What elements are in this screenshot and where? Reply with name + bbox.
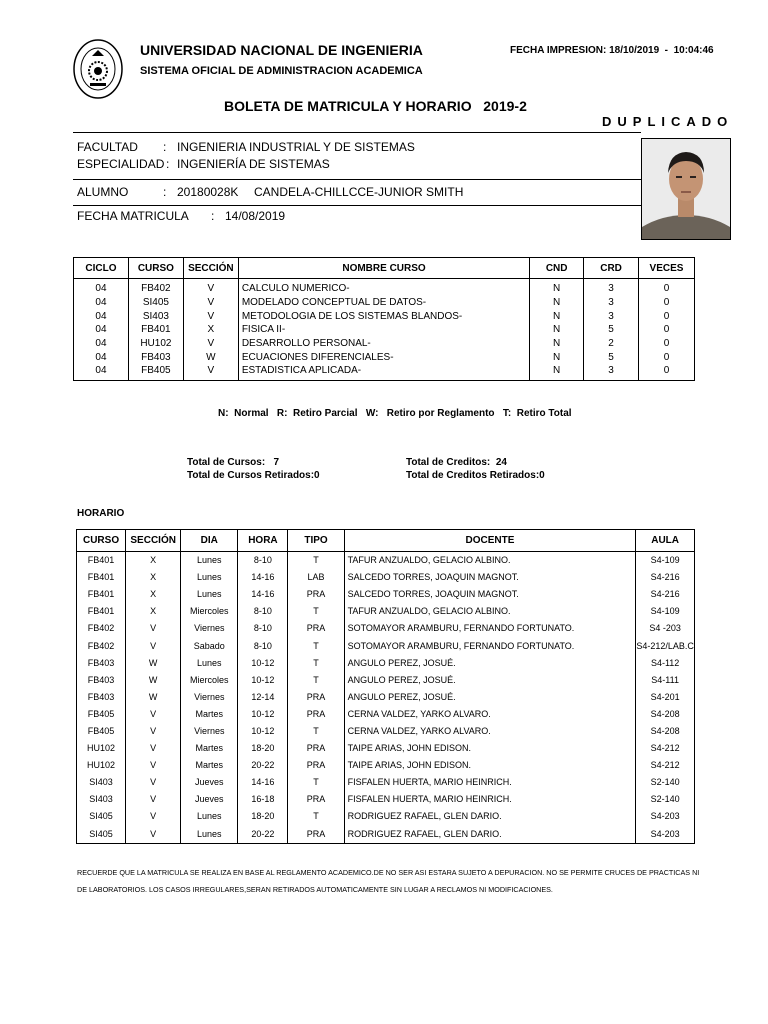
table-cell: S2-140 [636,791,695,808]
table-cell: ECUACIONES DIFERENCIALES- [238,350,529,364]
table-cell: Sabado [181,637,238,654]
table-cell: 10-12 [238,723,288,740]
table-cell: T [288,672,344,689]
table-cell: FISFALEN HUERTA, MARIO HEINRICH. [344,791,636,808]
table-cell: Martes [181,740,238,757]
table-cell: FB402 [77,620,126,637]
table-cell: CALCULO NUMERICO- [238,279,529,296]
especialidad-value: INGENIERÍA DE SISTEMAS [177,157,330,171]
table-cell: W [126,655,181,672]
table-cell: Lunes [181,569,238,586]
table-cell: HU102 [77,757,126,774]
table-cell: HU102 [128,337,183,351]
table-cell: V [183,309,238,323]
table-row [77,740,695,757]
table-cell: T [288,723,344,740]
table-cell: S4-212/LAB.C [636,637,695,654]
table-cell: HU102 [77,740,126,757]
table-row [74,350,695,364]
table-row [77,620,695,637]
system-name: SISTEMA OFICIAL DE ADMINISTRACION ACADEMICA [140,65,423,77]
table-cell: Miercoles [181,603,238,620]
student-photo [641,138,731,240]
table-cell: SI405 [128,296,183,310]
table-cell: W [126,689,181,706]
facultad-value: INGENIERIA INDUSTRIAL Y DE SISTEMAS [177,140,415,154]
table-cell: V [126,757,181,774]
table-cell: N [530,309,584,323]
table-cell: SI405 [77,826,126,844]
col-header: CURSO [128,258,183,279]
table-cell: PRA [288,826,344,844]
total-courses-withdrawn: Total de Cursos Retirados:0 [187,470,320,481]
table-cell: TAFUR ANZUALDO, GELACIO ALBINO. [344,603,636,620]
university-name: UNIVERSIDAD NACIONAL DE INGENIERIA [140,42,423,58]
table-cell: SI405 [77,808,126,825]
table-cell: 0 [639,279,695,296]
table-cell: S4-201 [636,689,695,706]
table-row [74,279,695,296]
table-cell: Lunes [181,552,238,570]
table-cell: T [288,808,344,825]
col-header: CURSO [77,530,126,552]
col-header: CICLO [74,258,129,279]
fecha-matricula-colon: : [211,209,215,223]
table-cell: 3 [584,309,639,323]
table-cell: N [530,350,584,364]
table-cell: T [288,552,344,570]
table-cell: SI403 [128,309,183,323]
table-cell: 20-22 [238,757,288,774]
table-cell: 04 [74,323,129,337]
table-cell: 0 [639,296,695,310]
table-cell: S4-109 [636,552,695,570]
table-cell: FISFALEN HUERTA, MARIO HEINRICH. [344,774,636,791]
table-cell: FB401 [77,569,126,586]
table-cell: LAB [288,569,344,586]
divider [73,132,641,133]
table-cell: SOTOMAYOR ARAMBURU, FERNANDO FORTUNATO. [344,637,636,654]
document-title: BOLETA DE MATRICULA Y HORARIO 2019-2 [224,98,527,114]
table-cell: 10-12 [238,706,288,723]
table-cell: Martes [181,757,238,774]
col-header: TIPO [288,530,344,552]
table-cell: N [530,323,584,337]
table-cell: S4-208 [636,723,695,740]
table-cell: 0 [639,309,695,323]
fecha-matricula-label: FECHA MATRICULA [77,209,189,223]
table-cell: METODOLOGIA DE LOS SISTEMAS BLANDOS- [238,309,529,323]
table-cell: FB403 [77,689,126,706]
alumno-label: ALUMNO [77,185,129,199]
table-cell: S4-212 [636,740,695,757]
table-cell: S4-216 [636,586,695,603]
fecha-matricula-value: 14/08/2019 [225,209,286,223]
facultad-colon: : [163,140,167,154]
table-cell: S4-203 [636,826,695,844]
table-cell: 04 [74,279,129,296]
table-row [77,552,695,570]
table-cell: 04 [74,337,129,351]
table-row [77,672,695,689]
table-cell: Martes [181,706,238,723]
table-cell: RODRIGUEZ RAFAEL, GLEN DARIO. [344,826,636,844]
table-cell: FB402 [77,637,126,654]
col-header: SECCIÓN [183,258,238,279]
table-cell: V [126,637,181,654]
table-cell: S4-208 [636,706,695,723]
table-row [74,364,695,380]
table-row [74,337,695,351]
table-cell: TAIPE ARIAS, JOHN EDISON. [344,740,636,757]
table-cell: 3 [584,279,639,296]
table-cell: 14-16 [238,774,288,791]
table-row [77,637,695,654]
table-cell: PRA [288,757,344,774]
table-cell: 5 [584,350,639,364]
col-header: AULA [636,530,695,552]
table-cell: T [288,655,344,672]
table-cell: FB402 [128,279,183,296]
table-cell: ANGULO PEREZ, JOSUÉ. [344,672,636,689]
divider [73,179,641,180]
table-cell: 3 [584,364,639,380]
table-cell: SALCEDO TORRES, JOAQUIN MAGNOT. [344,586,636,603]
table-cell: FB403 [77,672,126,689]
courses-table [73,257,695,381]
table-cell: 8-10 [238,620,288,637]
table-row [77,808,695,825]
table-cell: N [530,337,584,351]
table-cell: V [126,723,181,740]
alumno-code: 20180028K [177,185,239,199]
table-cell: V [183,337,238,351]
table-cell: T [288,637,344,654]
alumno-colon: : [163,185,167,199]
table-cell: V [126,740,181,757]
table-cell: S4 -203 [636,620,695,637]
table-cell: Viernes [181,723,238,740]
table-cell: Lunes [181,808,238,825]
table-cell: 0 [639,337,695,351]
courses-header-row [74,258,695,279]
alumno-name: CANDELA-CHILLCCE-JUNIOR SMITH [254,185,464,199]
table-cell: N [530,296,584,310]
table-cell: Lunes [181,826,238,844]
table-cell: PRA [288,706,344,723]
table-cell: S4-112 [636,655,695,672]
table-cell: SALCEDO TORRES, JOAQUIN MAGNOT. [344,569,636,586]
table-cell: 0 [639,323,695,337]
table-cell: Lunes [181,586,238,603]
table-cell: 18-20 [238,740,288,757]
table-cell: SOTOMAYOR ARAMBURU, FERNANDO FORTUNATO. [344,620,636,637]
table-cell: S4-109 [636,603,695,620]
table-row [77,689,695,706]
table-row [74,309,695,323]
especialidad-colon: : [166,157,170,171]
table-cell: V [126,808,181,825]
status-legend: N: Normal R: Retiro Parcial W: Retiro por Reglamento T: Retiro Total [218,408,572,419]
table-cell: V [126,706,181,723]
duplicate-stamp: DUPLICADO [602,114,734,129]
table-cell: FB401 [77,552,126,570]
table-cell: V [183,296,238,310]
table-cell: Jueves [181,774,238,791]
col-header: VECES [639,258,695,279]
col-header: DIA [181,530,238,552]
footer-note: RECUERDE QUE LA MATRICULA SE REALIZA EN BASE AL REGLAMENTO ACADEMICO.DE NO SER ASI ESTARA SUJETO A DEPURACION. NO SE PERMITE CRUCES DE PRACTICAS NI DE LABORATORIOS. LOS CASOS IRREGULARES,SERAN RETIRADOS AUTOMATICAMENTE SIN LUGAR A RECLAMOS NI MODIFICACIONES. [77,868,700,894]
table-cell: FB403 [77,655,126,672]
table-cell: 16-18 [238,791,288,808]
schedule-table [76,529,695,844]
table-cell: 04 [74,350,129,364]
col-header: CRD [584,258,639,279]
table-cell: 5 [584,323,639,337]
total-credits-withdrawn: Total de Creditos Retirados:0 [406,470,545,481]
table-cell: RODRIGUEZ RAFAEL, GLEN DARIO. [344,808,636,825]
divider [73,205,641,206]
table-cell: Jueves [181,791,238,808]
table-cell: TAFUR ANZUALDO, GELACIO ALBINO. [344,552,636,570]
table-cell: 0 [639,350,695,364]
table-cell: V [183,364,238,380]
table-cell: 8-10 [238,637,288,654]
table-cell: V [183,279,238,296]
total-courses: Total de Cursos: 7 [187,457,280,468]
university-seal-logo [72,38,124,100]
table-cell: 10-12 [238,672,288,689]
table-cell: S4-216 [636,569,695,586]
table-cell: S4-203 [636,808,695,825]
table-cell: W [126,672,181,689]
facultad-label: FACULTAD [77,140,138,154]
table-cell: ANGULO PEREZ, JOSUÉ. [344,655,636,672]
table-row [77,774,695,791]
table-cell: T [288,774,344,791]
table-cell: FISICA II- [238,323,529,337]
table-cell: PRA [288,740,344,757]
table-cell: Viernes [181,689,238,706]
table-cell: 04 [74,296,129,310]
col-header: NOMBRE CURSO [238,258,529,279]
table-cell: X [126,552,181,570]
table-cell: CERNA VALDEZ, YARKO ALVARO. [344,723,636,740]
table-cell: FB405 [128,364,183,380]
table-cell: FB401 [77,586,126,603]
table-cell: 04 [74,364,129,380]
table-cell: PRA [288,620,344,637]
table-cell: PRA [288,586,344,603]
table-cell: FB405 [77,723,126,740]
table-cell: S4-212 [636,757,695,774]
table-cell: 10-12 [238,655,288,672]
schedule-header-row [77,530,695,552]
table-cell: V [126,826,181,844]
table-row [77,723,695,740]
table-cell: PRA [288,689,344,706]
table-row [77,826,695,844]
table-cell: SI403 [77,791,126,808]
table-cell: V [126,791,181,808]
print-date: FECHA IMPRESION: 18/10/2019 - 10:04:46 [510,45,714,56]
col-header: CND [530,258,584,279]
table-cell: 8-10 [238,603,288,620]
table-cell: 18-20 [238,808,288,825]
table-cell: N [530,279,584,296]
table-cell: X [126,586,181,603]
table-cell: Viernes [181,620,238,637]
table-row [77,706,695,723]
table-cell: SI403 [77,774,126,791]
table-cell: S4-111 [636,672,695,689]
especialidad-label: ESPECIALIDAD [77,157,165,171]
table-cell: 12-14 [238,689,288,706]
table-cell: 0 [639,364,695,380]
table-cell: Lunes [181,655,238,672]
table-cell: 8-10 [238,552,288,570]
table-cell: DESARROLLO PERSONAL- [238,337,529,351]
table-cell: MODELADO CONCEPTUAL DE DATOS- [238,296,529,310]
table-cell: V [126,620,181,637]
table-cell: 20-22 [238,826,288,844]
table-cell: S2-140 [636,774,695,791]
table-cell: 3 [584,296,639,310]
table-cell: FB405 [77,706,126,723]
table-cell: T [288,603,344,620]
table-cell: 04 [74,309,129,323]
table-cell: X [183,323,238,337]
table-row [77,586,695,603]
table-cell: FB401 [128,323,183,337]
table-row [77,757,695,774]
table-cell: 14-16 [238,569,288,586]
table-cell: X [126,569,181,586]
col-header: SECCIÓN [126,530,181,552]
table-row [77,569,695,586]
col-header: HORA [238,530,288,552]
table-cell: FB403 [128,350,183,364]
table-cell: 14-16 [238,586,288,603]
table-cell: PRA [288,791,344,808]
table-cell: FB401 [77,603,126,620]
table-cell: CERNA VALDEZ, YARKO ALVARO. [344,706,636,723]
table-cell: X [126,603,181,620]
table-cell: 2 [584,337,639,351]
table-cell: N [530,364,584,380]
table-cell: ANGULO PEREZ, JOSUÉ. [344,689,636,706]
table-row [77,791,695,808]
schedule-label: HORARIO [77,508,125,519]
table-cell: V [126,774,181,791]
total-credits: Total de Creditos: 24 [406,457,507,468]
table-row [74,296,695,310]
table-row [77,603,695,620]
col-header: DOCENTE [344,530,636,552]
table-cell: Miercoles [181,672,238,689]
table-cell: TAIPE ARIAS, JOHN EDISON. [344,757,636,774]
table-cell: ESTADISTICA APLICADA- [238,364,529,380]
table-row [74,323,695,337]
table-cell: W [183,350,238,364]
table-row [77,655,695,672]
